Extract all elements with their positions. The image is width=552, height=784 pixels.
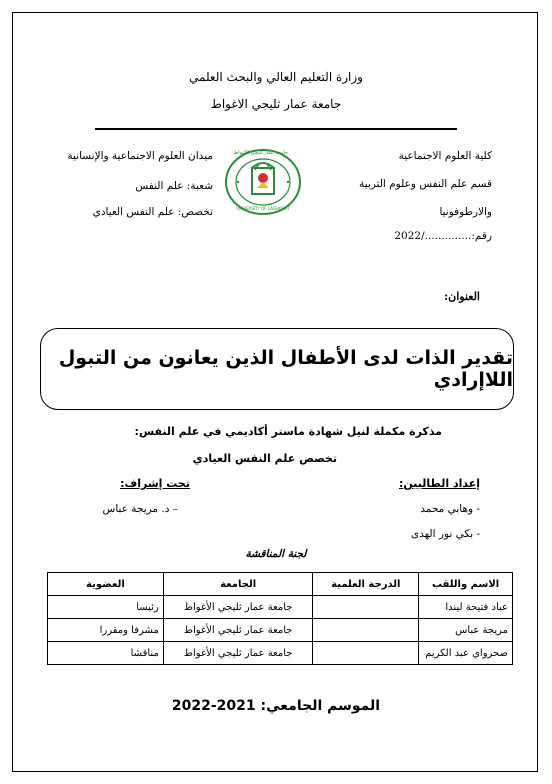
supervisor-label: تحت إشراف:: [120, 477, 190, 490]
member-role: رئيسا: [48, 596, 164, 619]
member-name: صحرواي عبد الكريم: [419, 642, 513, 665]
faculty-name: كلية العلوم الاجتماعية: [398, 150, 492, 162]
ministry-name: وزارة التعليم العالي والبحث العلمي: [189, 70, 363, 84]
title-label: العنوان:: [444, 290, 480, 303]
member-degree: [313, 642, 419, 665]
reference-number: رقم:............../2022: [394, 230, 492, 242]
department-line2: والارطوفونيا: [439, 206, 492, 218]
header-role: العضوية: [48, 573, 164, 596]
member-role: مشرفا ومقررا: [48, 619, 164, 642]
student-name-1: - وهابي محمد: [420, 503, 480, 515]
header-name: الاسم واللقب: [419, 573, 513, 596]
header-divider: [95, 128, 457, 130]
university-name: جامعة عمار ثليجي الاغواط: [210, 97, 342, 111]
committee-label: لجنة المناقشة: [245, 548, 307, 560]
header-university: الجامعة: [163, 573, 313, 596]
supervisor-name: – د. مريجة عباس: [102, 503, 178, 515]
member-name: مريجة عباس: [419, 619, 513, 642]
table-row: [48, 596, 513, 619]
academic-season: الموسم الجامعي: 2021-2022: [171, 698, 381, 714]
member-university: جامعة عمار ثليجي الأغواط: [163, 596, 313, 619]
seal-latin-text: UNIVERSITY OF LAGHOUAT: [236, 206, 290, 211]
department-line1: قسم علم النفس وعلوم التربية: [359, 178, 492, 190]
memo-specialty: تخصص علم النفس العيادي: [192, 452, 337, 465]
title-box: [40, 328, 514, 410]
student-name-2: - بكي نور الهدى: [410, 528, 480, 540]
member-university: جامعة عمار ثليجي الأغواط: [163, 619, 313, 642]
field-name: ميدان العلوم الاجتماعية والإنسانية: [67, 150, 213, 162]
students-label: إعداد الطالبين:: [398, 477, 480, 490]
member-name: عباد فتيحة ليندا: [419, 596, 513, 619]
memo-line: مذكرة مكملة لنيل شهادة ماستر أكاديمي في علم النفس:: [134, 425, 442, 438]
branch-name: شعبة: علم النفس: [135, 180, 213, 192]
member-degree: [313, 619, 419, 642]
member-role: مناقشا: [48, 642, 164, 665]
seal-arabic-text: جامعة عمار ثليجي الأغواط: [233, 150, 288, 156]
thesis-title: تقدير الذات لدى الأطفال الذين يعانون من التبول اللاإرادي: [58, 347, 513, 391]
table-row: [48, 619, 513, 642]
committee-table: [47, 572, 513, 665]
member-degree: [313, 596, 419, 619]
header-degree: الدرجة العلمية: [313, 573, 419, 596]
specialty-name: تخصص: علم النفس العيادي: [92, 206, 213, 218]
table-row: [48, 642, 513, 665]
table-header-row: [48, 573, 513, 596]
member-university: جامعة عمار ثليجي الأغواط: [163, 642, 313, 665]
